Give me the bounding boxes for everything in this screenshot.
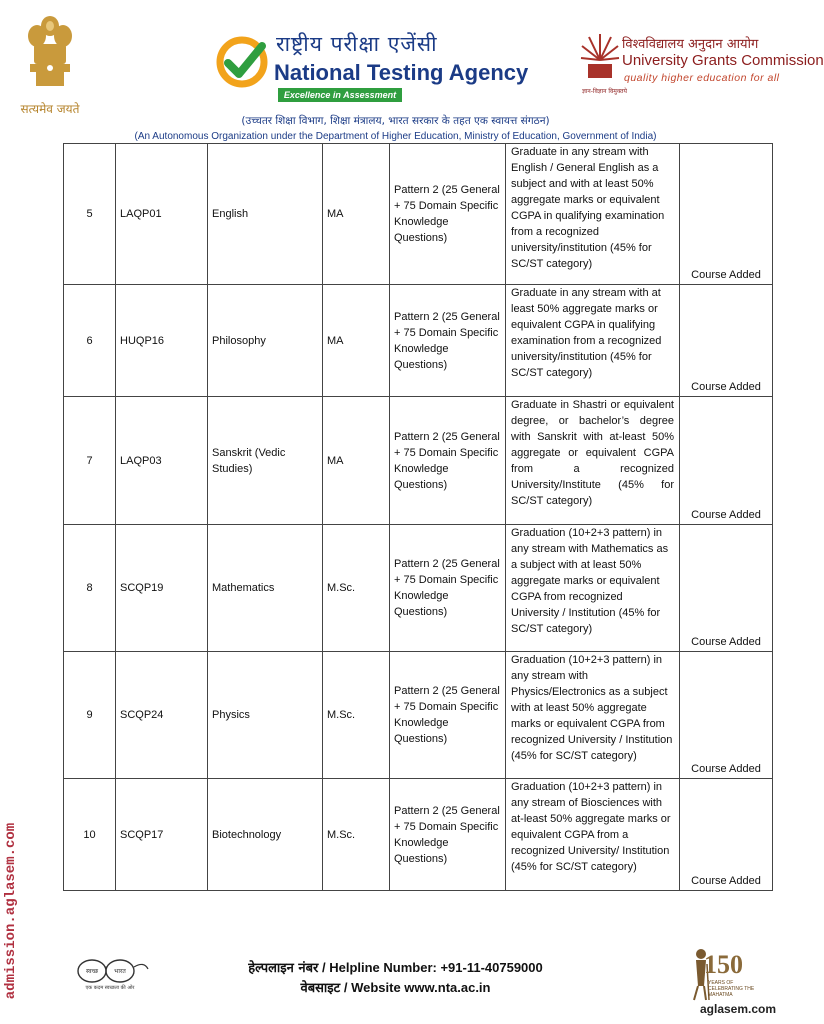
row-sno: 7 (64, 397, 116, 525)
website-line (0, 978, 791, 996)
row-subject: English (208, 144, 323, 285)
row-degree: MA (323, 144, 390, 285)
table-row (64, 779, 773, 891)
row-degree: MA (323, 285, 390, 397)
website-hindi: वेबसाइट (300, 981, 341, 996)
emblem-motto: सत्यमेव जयते (20, 102, 80, 116)
row-code: SCQP24 (116, 652, 208, 779)
row-degree: M.Sc. (323, 525, 390, 652)
table-row (64, 285, 773, 397)
row-eligibility: Graduate in any stream with English / General English as a subject and with at least 50% aggregate marks or equivalent CGPA in qualifying examination from a recognized university/institution (45% for SC/ST category) (506, 144, 680, 285)
row-subject: Philosophy (208, 285, 323, 397)
bharat-label: भारत (114, 968, 126, 975)
swachh-caption: एक कदम स्वच्छता की ओर (85, 985, 135, 991)
row-pattern: Pattern 2 (25 General + 75 Domain Specific Knowledge Questions) (390, 779, 506, 891)
row-subject: Mathematics (208, 525, 323, 652)
site-mark: aglasem.com (700, 1002, 777, 1016)
row-subject: Sanskrit (Vedic Studies) (208, 397, 323, 525)
row-sno: 6 (64, 285, 116, 397)
helpline-line (0, 958, 791, 976)
row-status: Course Added (680, 397, 773, 525)
row-status: Course Added (680, 144, 773, 285)
website-link[interactable]: / Website www.nta.ac.in (340, 980, 491, 995)
row-pattern: Pattern 2 (25 General + 75 Domain Specific Knowledge Questions) (390, 285, 506, 397)
row-subject: Physics (208, 652, 323, 779)
row-code: SCQP19 (116, 525, 208, 652)
row-code: LAQP01 (116, 144, 208, 285)
row-code: LAQP03 (116, 397, 208, 525)
gandhi-150-number: 150 (704, 950, 743, 979)
org-description-hindi: (उच्चतर शिक्षा विभाग, शिक्षा मंत्रालय, भारत सरकार के तहत एक स्वायत्त संगठन) (241, 115, 550, 127)
lion-capital-icon (22, 10, 78, 96)
table-row (64, 397, 773, 525)
row-sno: 10 (64, 779, 116, 891)
helpline-number: / Helpline Number: +91-11-40759000 (318, 960, 543, 975)
ugc-emblem-icon (580, 30, 620, 86)
row-degree: M.Sc. (323, 779, 390, 891)
row-eligibility: Graduation (10+2+3 pattern) in any stream with Physics/Electronics as a subject with at least 50% aggregate marks or equivalent CGPA from recognized University / Institution (45% for SC/ST category) (506, 652, 680, 779)
row-code: SCQP17 (116, 779, 208, 891)
course-table (63, 143, 773, 891)
helpline-hindi: हेल्पलाइन नंबर (248, 961, 319, 976)
row-code: HUQP16 (116, 285, 208, 397)
row-sno: 9 (64, 652, 116, 779)
nta-check-icon (216, 36, 268, 88)
row-status: Course Added (680, 652, 773, 779)
row-eligibility: Graduation (10+2+3 pattern) in any stream of Biosciences with at-least 50% aggregate marks or equivalent CGPA from a recognized University/ Institution (45% for SC/ST category) (506, 779, 680, 891)
row-degree: MA (323, 397, 390, 525)
ugc-tagline: quality higher education for all (624, 72, 780, 84)
table-row (64, 525, 773, 652)
national-emblem (10, 10, 90, 120)
ugc-name: University Grants Commission (622, 52, 824, 69)
row-sno: 8 (64, 525, 116, 652)
row-sno: 5 (64, 144, 116, 285)
row-eligibility: Graduate in Shastri or equivalent degree, or bachelor’s degree with Sanskrit with at-least 50% aggregate or equivalent CGPA from a recognized University/Institute (45% for SC/ST category) (506, 397, 680, 525)
org-description-english: (An Autonomous Organization under the Department of Higher Education, Ministry of Education, Government of India) (134, 131, 657, 142)
side-watermark: admission.aglasem.com (3, 822, 19, 1000)
row-degree: M.Sc. (323, 652, 390, 779)
row-status: Course Added (680, 525, 773, 652)
gandhi-150-caption: YEARS OF CELEBRATING THE MAHATMA (708, 980, 755, 998)
nta-hindi-title: राष्ट्रीय परीक्षा एजेंसी (276, 32, 438, 56)
nta-name: National Testing Agency (274, 60, 529, 85)
row-subject: Biotechnology (208, 779, 323, 891)
row-pattern: Pattern 2 (25 General + 75 Domain Specific Knowledge Questions) (390, 525, 506, 652)
table-row (64, 652, 773, 779)
ugc-logo (580, 30, 824, 100)
row-pattern: Pattern 2 (25 General + 75 Domain Specific Knowledge Questions) (390, 144, 506, 285)
row-status: Course Added (680, 779, 773, 891)
gandhi-150-logo (690, 944, 775, 1004)
nta-logo (216, 26, 546, 106)
nta-tagline: Excellence in Assessment (278, 88, 402, 102)
row-eligibility: Graduation (10+2+3 pattern) in any stream with Mathematics as a subject with at least 50% aggregate marks or equivalent CGPA from recognized University / Institution (45% for SC/ST category) (506, 525, 680, 652)
row-pattern: Pattern 2 (25 General + 75 Domain Specific Knowledge Questions) (390, 397, 506, 525)
row-status: Course Added (680, 285, 773, 397)
ugc-sub-motto: ज्ञान-विज्ञान विमुक्तये (582, 88, 628, 95)
ugc-hindi-title: विश्वविद्यालय अनुदान आयोग (622, 37, 759, 52)
swachh-label: स्वच्छ (85, 968, 99, 975)
row-pattern: Pattern 2 (25 General + 75 Domain Specific Knowledge Questions) (390, 652, 506, 779)
row-eligibility: Graduate in any stream with at least 50% aggregate marks or equivalent CGPA in qualifying examination from a recognized university/institution (45% for SC/ST category) (506, 285, 680, 397)
table-row (64, 144, 773, 285)
